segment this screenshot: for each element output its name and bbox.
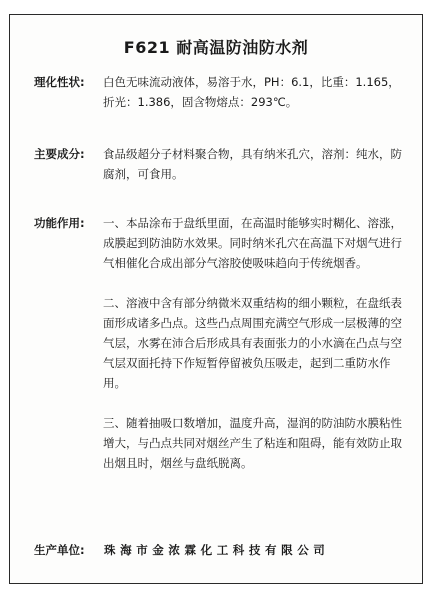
- manufacturer-name: 珠海市金浓霖化工科技有限公司: [104, 543, 330, 557]
- ingredients-text: 食品级超分子材料聚合物，具有纳米孔穴，溶剂：纯水，防腐剂，可食用。: [103, 147, 402, 181]
- function-paragraphs: [103, 213, 404, 473]
- properties-label: 理化性状:: [34, 75, 85, 89]
- properties-section: [34, 72, 404, 112]
- ingredients-section: [34, 144, 404, 184]
- function-label: 功能作用:: [34, 216, 85, 230]
- function-paragraph-1: 一、本品涂布于盘纸里面，在高温时能够实时糊化、溶涨，成膜起到防油防水效果。同时纳米孔穴在高温下对烟气进行气相催化合成出部分气溶胶使吸味趋向于传统烟香。: [103, 216, 402, 270]
- function-section: [34, 213, 404, 473]
- function-paragraph-2: 二、溶液中含有部分纳微米双重结构的细小颗粒，在盘纸表面形成诸多凸点。这些凸点周围充满空气形成一层极薄的空气层，水雾在沛合后形成具有表面张力的小水滴在凸点与空气层双面托持下作短暂停留被负压吸走，起到二重防水作用。: [103, 296, 402, 390]
- properties-text: 白色无味流动液体，易溶于水，PH：6.1，比重：1.165，折光：1.386，固含物熔点：293℃。: [103, 75, 400, 109]
- product-sheet: [9, 14, 423, 584]
- function-paragraph-3: 三、随着抽吸口数增加，温度升高，湿润的防油防水膜粘性增大，与凸点共同对烟丝产生了粘连和阻碍，能有效防止取出烟且时，烟丝与盘纸脱离。: [103, 416, 402, 470]
- page-title: F621 耐高温防油防水剂: [123, 38, 309, 57]
- ingredients-label: 主要成分:: [34, 147, 85, 161]
- manufacturer-label: 生产单位:: [34, 543, 85, 557]
